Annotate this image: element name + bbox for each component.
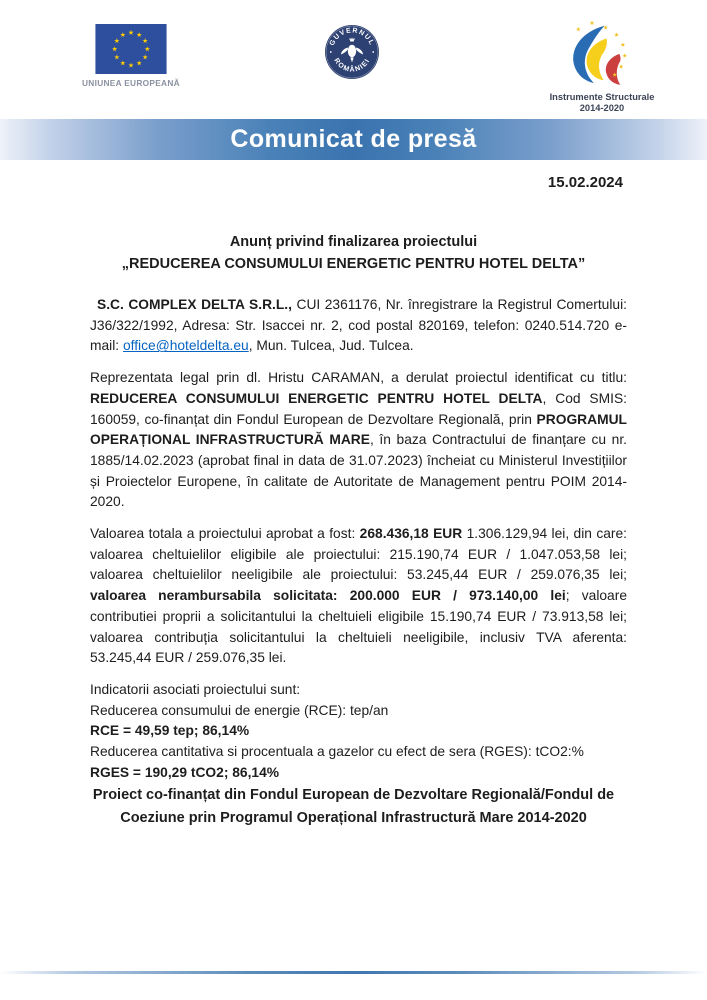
- document-body: [90, 295, 627, 783]
- structural-instruments-label: Instrumente Structurale: [549, 92, 655, 102]
- text-run: , Mun. Tulcea, Jud. Tulcea.: [248, 338, 414, 354]
- document-title-line1: Anunț privind finalizarea proiectului: [229, 234, 478, 250]
- structural-instruments-icon: [552, 16, 652, 90]
- government-logo: [324, 24, 380, 80]
- date: 15.02.2024: [547, 174, 623, 191]
- document-title-line2: „REDUCEREA CONSUMULUI ENERGETIC PENTRU HOTEL DELTA”: [121, 256, 586, 272]
- text-run: ; valoare contributiei proprii a solicitantului la cheltuieli eligibile 15.190,74 EUR / 73.913,58 lei; valoarea contribuția solicitantului la cheltuieli neeligibile, inclusiv TVA aferenta: 53.245,44 EUR / 259.076,35 lei.: [90, 588, 627, 666]
- indicators-list: [90, 680, 627, 784]
- indicator-intro: [90, 680, 627, 701]
- indicator-rce-label: [90, 701, 627, 722]
- government-seal-text-bottom: ROMÂNIEI: [332, 57, 372, 74]
- text-run: PROGRAMUL OPERAȚIONAL INFRASTRUCTURĂ MARE: [90, 411, 627, 448]
- eu-flag-icon: [94, 24, 168, 74]
- text-run: valoarea nerambursabila solicitata: 200.000 EUR / 973.140,00 lei: [90, 588, 566, 604]
- email-link[interactable]: office@hoteldelta.eu: [122, 338, 249, 354]
- text-run: S.C. COMPLEX DELTA S.R.L.,: [97, 297, 292, 312]
- text-run: CUI 2361176, Nr. înregistrare la Registrul Comertului: J36/322/1992, Adresa: Str. Isaccei nr. 2, cod postal 820169, telefon: 0240.514.720 e-mail:: [90, 297, 627, 354]
- bottom-divider: [0, 971, 707, 974]
- footer-line2: Coeziune prin Programul Operațional Infrastructură Mare 2014-2020: [120, 809, 587, 826]
- text-run: , Cod SMIS: 160059, co-finanțat din Fondul European de Dezvoltare Regională, prin: [90, 390, 627, 427]
- eu-logo-label: UNIUNEA EUROPEANĂ: [82, 78, 180, 88]
- text-run: REDUCEREA CONSUMULUI ENERGETIC PENTRU HOTEL DELTA: [90, 390, 543, 406]
- text-run: Reprezentata legal prin dl. Hristu CARAMAN, a derulat proiectul identificat cu titlu:: [90, 370, 627, 386]
- banner-title: Comunicat de presă: [230, 125, 477, 153]
- structural-instruments-logo: [544, 16, 660, 114]
- paragraph-project-value: [90, 524, 627, 669]
- text-run: , în baza Contractului de finanțare cu nr. 1885/14.02.2023 (aprobat final in data de 31.07.2023) încheiat cu Ministerul Investițiilor și Proiectelor Europene, în calitate de Autoritate de Management pentru POIM 2014-2020.: [90, 432, 627, 510]
- indicator-rges-value: [90, 763, 627, 784]
- text-run: Reducerea consumului de energie (RCE): tep/an: [90, 702, 389, 718]
- document-title: [85, 231, 622, 275]
- paragraph-project-description: [90, 368, 627, 513]
- text-run: Indicatorii asociati proiectului sunt:: [90, 681, 301, 697]
- eu-logo: [82, 24, 180, 88]
- romania-government-seal-icon: [324, 24, 380, 80]
- government-seal-text-top: GUVERNUL: [328, 27, 376, 47]
- text-run: Reducerea cantitativa si procentuala a gazelor cu efect de sera (RGES): tCO2:%: [90, 744, 584, 760]
- footer-cofinancing-note: [85, 784, 622, 829]
- press-release-banner: [0, 119, 707, 160]
- paragraph-company-info: [90, 295, 627, 357]
- text-run: Valoarea totala a proiectului aprobat a fost:: [90, 526, 360, 542]
- indicator-rce-value: [90, 721, 627, 742]
- structural-instruments-period: 2014-2020: [579, 103, 625, 113]
- text-run: 1.306.129,94 lei, din care: valoarea cheltuielilor eligibile ale proiectului: 215.190,74 EUR / 1.047.053,58 lei; valoarea cheltuielilor neeligibile ale proiectului: 53.245,44 EUR / 259.076,35 lei;: [90, 526, 628, 583]
- footer-line1: Proiect co-finanțat din Fondul European de Dezvoltare Regională/Fondul de: [92, 787, 615, 803]
- text-run: 268.436,18 EUR: [359, 526, 463, 542]
- indicator-rges-label: [90, 742, 627, 763]
- text-run: RCE = 49,59 tep; 86,14%: [90, 723, 250, 739]
- text-run: RGES = 190,29 tCO2; 86,14%: [90, 764, 280, 780]
